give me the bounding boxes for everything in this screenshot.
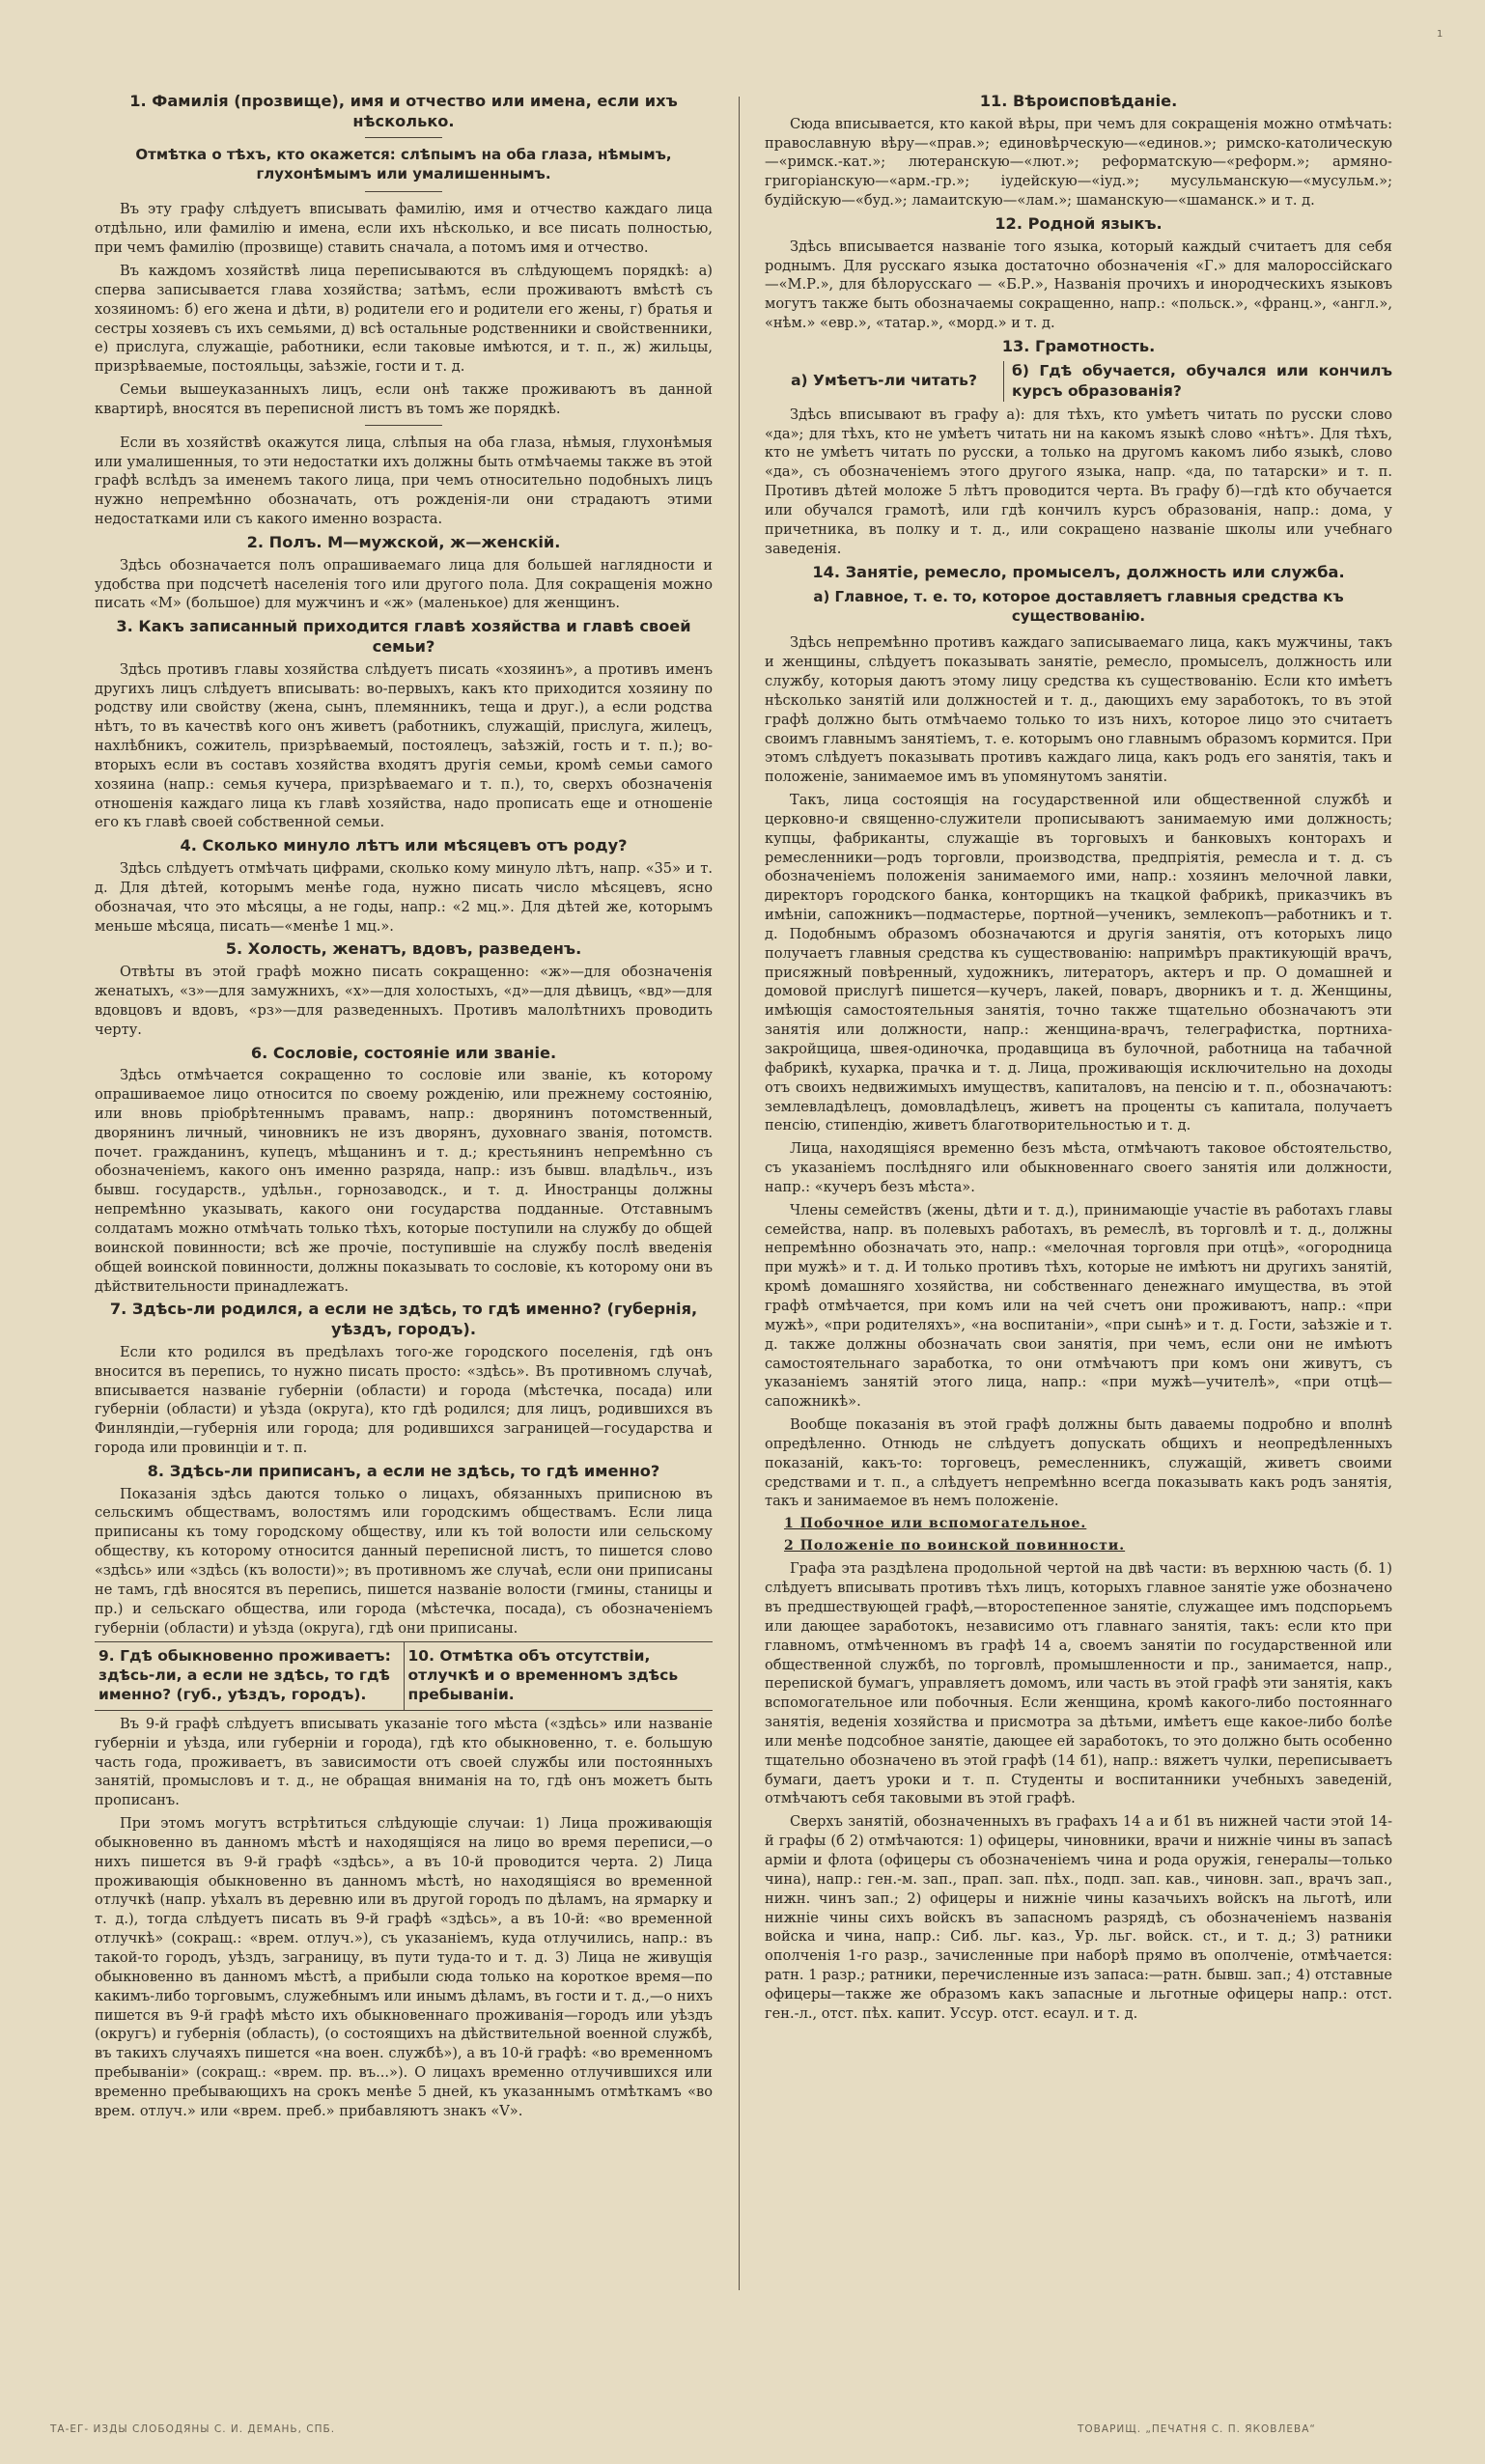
section-10-heading-cell <box>405 1642 714 1709</box>
section-9-heading-cell <box>95 1642 405 1709</box>
paragraph: Сверхъ занятій, обозначенныхъ въ графахъ 14 а и б1 въ нижней части этой 14-й графы (б 2) отмѣчаются: 1) офицеры, чиновники, врачи и нижніе чины въ запасѣ арміи и флота (офицеры съ обозначеніемъ чина и рода оружія, генералы—только чина), напр.: ген.-м. зап., прап. зап. пѣх., подп. зап. кав., чиновн. зап., врачъ зап., нижн. чинъ зап.; 2) офицеры и нижніе чины казачьихъ войскъ на льготѣ, или нижніе чины сихъ войскъ въ запасномъ разрядѣ, съ обозначеніемъ названія войска и чина, напр.: Сиб. льг. каз., Ур. льг. войск. ст., и т. д.; 3) ратники ополченія 1-го разр., зачисленные при наборѣ прямо въ ополченіе, отмѣчается: ратн. 1 разр.; ратники, перечисленные изъ запаса:—ратн. бывш. зап.; 4) отставные офицеры—также же образомъ какъ запасные и льготные офицеры напр.: отст. ген.-л., отст. пѣх. капит. Уссур. отст. есаул. и т. д. <box>765 1813 1392 2022</box>
corner-number: 1 <box>1437 29 1443 40</box>
paragraph: Въ 9-й графѣ слѣдуетъ вписывать указаніе того мѣста («здѣсь» или названіе губерніи и уѣзда, или губерніи и города), гдѣ кто обыкновенно, т. е. большую часть года, проживаетъ, въ зависимости отъ своей службы или постоянныхъ занятій, промысловъ и т. д., не обращая вниманія на то, гдѣ онъ можетъ быть прописанъ. <box>95 1715 713 1809</box>
literacy-heading-a: а) Умѣетъ-ли читать? <box>791 372 977 390</box>
section-13-title: 13. Грамотность. <box>1001 336 1156 355</box>
section-6-title: 6. Сословіе, состояніе или званіе. <box>250 1043 557 1062</box>
section-9-10-heading <box>95 1641 713 1710</box>
paragraph: Если въ хозяйствѣ окажутся лица, слѣпыя на оба глаза, нѣмыя, глухонѣмыя или умалишенныя, то эти недостатки ихъ должны быть отмѣчаемы также въ этой графѣ вслѣдъ за именемъ такого лица, при чемъ относительно подобныхъ лицъ нужно непремѣнно обозначать, отъ рожденія-ли они страдаютъ этими недостатками или съ какого именно возраста. <box>95 434 713 528</box>
paragraph: Здѣсь отмѣчается сокращенно то сословіе или званіе, къ которому опрашиваемое лицо относится по своему рожденію, или прежнему состоянію, или вновь пріобрѣтеннымъ правамъ, напр.: дворянинъ потомственный, дворянинъ личный, чиновникъ не изъ дворянъ, духовнаго званія, потомств. почет. гражданинъ, купецъ, мѣщанинъ и т. д.; крестьянинъ непремѣнно съ обозначеніемъ, какого онъ именно разряда, напр.: изъ бывш. владѣльч., изъ бывш. государств., удѣльн., горнозаводск., и т. д. Иностранцы должны непремѣнно указывать, какого они государства подданные. Отставнымъ солдатамъ можно отмѣчать только тѣхъ, которые поступили на службу до общей воинской повинности; всѣ же прочіе, поступившіе на службу послѣ введенія общей воинской повинности, должны показывать то сословіе, къ которому они въ дѣйствительности принадлежатъ. <box>95 1067 713 1295</box>
section-12-title: 12. Родной языкъ. <box>995 213 1163 233</box>
paragraph: Отвѣты въ этой графѣ можно писать сокращенно: «ж»—для обозначенія женатыхъ, «з»—для замужнихъ, «х»—для холостыхъ, «д»—для дѣвицъ, «вд»—для вдовцовъ и вдовъ, «рз»—для разведенныхъ. Противъ малолѣтнихъ проводить черту. <box>95 964 713 1038</box>
printer-imprint-left: ТА-ЕГ- ИЗДЫ СЛОБОДЯНЫ С. И. ДЕМАНЬ, СПБ. <box>50 2423 336 2435</box>
section-11-title: 11. Вѣроисповѣданіе. <box>979 92 1178 110</box>
literacy-subheadings <box>765 361 1392 402</box>
paragraph: Здѣсь вписывают въ графу а): для тѣхъ, кто умѣетъ читать по русски слово «да»; для тѣхъ, кто не умѣетъ читать ни на какомъ языкѣ слово «нѣтъ». Для тѣхъ, кто не умѣетъ читать по русски, а только на другомъ какомъ либо языкѣ, слово «да», съ обозначеніемъ этого другого языка, напр. «да, по татарски» и т. п. Противъ дѣтей моложе 5 лѣтъ проводится черта. Въ графу б)—гдѣ кто обучается или обучался грамотѣ, или гдѣ кончилъ курсъ образованія, напр.: дома, у причетника, въ полку и т. д., или сокращено названіе школы или учебнаго заведенія. <box>765 406 1392 557</box>
divider <box>365 137 442 138</box>
paragraph: Здѣсь слѣдуетъ отмѣчать цифрами, сколько кому минуло лѣтъ, напр. «35» и т. д. Для дѣтей, которымъ менѣе года, нужно писать число мѣсяцевъ, ясно обозначая, что это мѣсяцы, а не годы, напр.: «2 мц.». Для дѣтей же, которымъ меньше мѣсяца, писать—«менѣе 1 мц.». <box>95 860 713 935</box>
right-column <box>765 89 1392 2028</box>
paragraph: Здѣсь вписывается названіе того языка, который каждый считаетъ для себя роднымъ. Для русскаго языка достаточно обозначенія «Г.» для малороссійскаго—«М.Р.», для бѣлорусскаго — «Б.Р.», Названія прочихъ и инородческихъ языковъ могутъ также быть обозначаемы сокращенно, напр.: «польск.», «франц.», «англ.», «нѣм.» «евр.», «татар.», «морд.» и т. д. <box>765 238 1392 332</box>
printer-imprint-right: ТОВАРИЩ. „ПЕЧАТНЯ С. П. ЯКОВЛЕВА“ <box>1078 2423 1316 2435</box>
section-2-title: 2. Полъ. М—мужской, ж—женскій. <box>246 532 561 551</box>
section-1-subtitle: Отмѣтка о тѣхъ, кто окажется: слѣпымъ на оба глаза, нѣмымъ, глухонѣмымъ или умалишеннымъ. <box>135 146 672 182</box>
paragraph: Здѣсь непремѣнно противъ каждаго записываемаго лица, какъ мужчины, такъ и женщины, слѣдуетъ показывать занятіе, ремесло, промыселъ, должность или службу, которыя даютъ этому лицу средства къ существованію. Если кто имѣетъ нѣсколько занятій или должностей и т. д., дающихъ ему заработокъ, то въ этой графѣ должно быть отмѣчаемо только то изъ нихъ, которое лицо это считаетъ своимъ главнымъ занятіемъ, т. е. которымъ оно главнымъ образомъ кормится. При этомъ слѣдуетъ показывать противъ каждаго лица, какъ родъ его занятія, такъ и положеніе, занимаемое имъ въ упомянутомъ занятіи. <box>765 634 1392 786</box>
section-9-title: 9. Гдѣ обыкновенно проживаетъ: здѣсь-ли, а если не здѣсь, то гдѣ именно? (губ., уѣздъ, городъ). <box>98 1647 391 1704</box>
section-14-title: 14. Занятіе, ремесло, промыселъ, должность или служба. <box>812 562 1345 581</box>
paragraph: Лица, находящіяся временно безъ мѣста, отмѣчаютъ таковое обстоятельство, съ указаніемъ послѣдняго или обыкновеннаго своего занятія или должности, напр.: «кучеръ безъ мѣста». <box>765 1140 1392 1195</box>
section-7-title: 7. Здѣсь-ли родился, а если не здѣсь, то гдѣ именно? (губернія, уѣздъ, городъ). <box>109 1300 698 1339</box>
paragraph: Если кто родился въ предѣлахъ того-же городского поселенія, гдѣ онъ вносится въ перепись, то нужно писать просто: «здѣсь». Въ противномъ случаѣ, вписывается названіе губерніи (области) и города (мѣстечка, посада) или губерніи (области) и уѣзда (округа), кто гдѣ родился; для лицъ, родившихся въ Финляндіи,—губернія или города; для родившихся заграницей—государства и города или провинціи и т. п. <box>95 1343 713 1457</box>
section-8-title: 8. Здѣсь-ли приписанъ, а если не здѣсь, то гдѣ именно? <box>147 1461 660 1480</box>
section-10-title: 10. Отмѣтка объ отсутствіи, отлучкѣ и о временномъ здѣсь пребываніи. <box>407 1647 679 1704</box>
divider <box>365 425 442 426</box>
literacy-heading-b: б) Гдѣ обучается, обучался или кончилъ курсъ образованія? <box>1003 361 1392 402</box>
subsection-b1-heading: 1 Побочное или вспомогательное. <box>784 1516 1087 1532</box>
paragraph: Здѣсь обозначается полъ опрашиваемаго лица для большей наглядности и удобства при подсчетѣ населенія того или другого пола. Для сокращенія можно писать «М» (большое) для мужчинъ и «ж» (маленькое) для женщинъ. <box>95 556 713 612</box>
section-4-title: 4. Сколько минуло лѣтъ или мѣсяцевъ отъ роду? <box>180 836 628 855</box>
paragraph: Такъ, лица состоящія на государственной или общественной службѣ и церковно-и священно-служители прописываютъ занимаемую ими должность; купцы, фабриканты, служащіе въ торговыхъ и банковыхъ конторахъ и ремесленники—родъ торговли, производства, предпріятія, ремесла и т. д. съ обозначеніемъ положенія занимаемого ими, напр.: хозяинъ мелочной лавки, директоръ городского банка, конторщикъ на ткацкой фабрикѣ, приказчикъ въ имѣніи, сапожникъ—подмастерье, портной—ученикъ, землекопъ—работникъ и т. д. Подобнымъ образомъ обозначаются и другія занятія, отъ которыхъ лицо получаетъ главныя средства къ существованію: напримѣръ практикующій врачъ, присяжный повѣренный, художникъ, литераторъ, актеръ и пр. О домашней и домовой прислугѣ пишется—кучеръ, лакей, поваръ, дворникъ и т. д. Женщины, имѣющія самостоятельныя занятія, точно также тщательно обозначаютъ эти занятія или должности, напр.: женщина-врачъ, телеграфистка, портниха-закройщица, швея-одиночка, продавщица въ булочной, работница на табачной фабрикѣ, кухарка, прачка и т. д. Лица, проживающія исключительно на доходы отъ своихъ недвижимыхъ имуществъ, капиталовъ, на пенсію и т. п., обозначаютъ: землевладѣлецъ, домовладѣлецъ, живетъ на проценты съ капитала, получаетъ пенсію, стипендію, живетъ благотворительностью и т. д. <box>765 792 1392 1134</box>
divider <box>365 191 442 192</box>
column-divider <box>739 97 740 2290</box>
paragraph: Графа эта раздѣлена продольной чертой на двѣ части: въ верхнюю часть (б. 1) слѣдуетъ вписывать противъ тѣхъ лицъ, которыхъ главное занятіе уже обозначено въ предшествующей графѣ,—второстепенное занятіе, служащее имъ подспорьемъ или дающее заработокъ, независимо отъ главнаго занятія, такъ: если кто при главномъ, отмѣченномъ въ графѣ 14 а, своемъ занятіи по государственной или общественной службѣ, по торговлѣ, промышленности и пр., занимается, напр., перепиской бумагъ, управляетъ домомъ, или часть въ этой графѣ эти занятія, какъ вспомогательное или побочныя. Если женщина, кромѣ какого-либо постояннаго занятія, веденія хозяйства и присмотра за дѣтьми, имѣетъ еще какое-либо болѣе или менѣе подсобное занятіе, дающее ей заработокъ, то это должно быть особенно тщательно обозначено въ этой графѣ (14 б1), напр.: вяжетъ чулки, переписываетъ бумаги, даетъ уроки и т. п. Студенты и воспитанники учебныхъ заведеній, отмѣчаютъ себя таковыми въ этой графѣ. <box>765 1560 1392 1807</box>
paragraph: Вообще показанія въ этой графѣ должны быть даваемы подробно и вполнѣ опредѣленно. Отнюдь не слѣдуетъ допускать общихъ и неопредѣленныхъ показаній, какъ-то: торговецъ, ремесленникъ, служащій, живетъ своими средствами и т. п., а слѣдуетъ непремѣнно всегда показывать какъ родъ занятія, такъ и занимаемое въ немъ положеніе. <box>765 1416 1392 1510</box>
paragraph: Семьи вышеуказанныхъ лицъ, если онѣ также проживаютъ въ данной квартирѣ, вносятся въ переписной листъ въ томъ же порядкѣ. <box>95 381 713 417</box>
subsection-b2-heading: 2 Положеніе по воинской повинности. <box>784 1538 1126 1554</box>
section-14-subtitle: а) Главное, т. е. то, которое доставляетъ главныя средства къ существованію. <box>813 588 1344 625</box>
section-3-title: 3. Какъ записанный приходится главѣ хозяйства и главѣ своей семьи? <box>116 617 691 656</box>
paragraph: Сюда вписывается, кто какой вѣры, при чемъ для сокращенія можно отмѣчать: православную вѣру—«прав.»; единовѣрческую—«единов.»; римско-католическую—«римск.-кат.»; лютеранскую—«лют.»; реформатскую—«реформ.»; армяно-григоріанскую—«арм.-гр.»; іудейскую—«іуд.»; мусульманскую—«мусульм.»; будійскую—«буд.»; ламаитскую—«лам.»; шаманскую—«шаманск.» и т. д. <box>765 115 1392 210</box>
section-1-title: 1. Фамилія (прозвище), имя и отчество или имена, если ихъ нѣсколько. <box>129 92 678 130</box>
paragraph: При этомъ могутъ встрѣтиться слѣдующіе случаи: 1) Лица проживающія обыкновенно въ данномъ мѣстѣ и находящіяся на лицо во время переписи,—о нихъ пишется въ 9-й графѣ «здѣсь», а въ 10-й проводится черта. 2) Лица проживающія обыкновенно въ данномъ мѣстѣ, но находящіяся во временной отлучкѣ (напр. уѣхалъ въ деревню или въ другой городъ по дѣламъ, на ярмарку и т. д.), тогда слѣдуетъ писать въ 9-й графѣ «здѣсь», а въ 10-й: «во временной отлучкѣ» (сокращ.: «врем. отлуч.»), съ указаніемъ, куда отлучились, напр.: въ такой-то городъ, уѣздъ, заграницу, въ пути туда-то и т. д. 3) Лица не живущія обыкновенно въ данномъ мѣстѣ, а прибыли сюда только на короткое время—по какимъ-либо торговымъ, служебнымъ или инымъ дѣламъ, въ гости и т. д.,—о нихъ пишется въ 9-й графѣ мѣсто ихъ обыкновеннаго проживанія—городъ или уѣздъ (округъ) и губернія (область), (о состоящихъ на дѣйствительной военной службѣ, въ такихъ случаяхъ пишется «на воен. службѣ»), а въ 10-й графѣ: «во временномъ пребываніи» (сокращ.: «врем. пр. въ...»). О лицахъ временно отлучившихся или временно пребывающихъ на срокъ менѣе 5 дней, къ указаннымъ отмѣткамъ «во врем. отлуч.» или «врем. преб.» прибавляютъ знакъ «V». <box>95 1815 713 2119</box>
section-5-title: 5. Холость, женатъ, вдовъ, разведенъ. <box>225 939 582 959</box>
paragraph: Здѣсь противъ главы хозяйства слѣдуетъ писать «хозяинъ», а противъ именъ другихъ лицъ слѣдуетъ вписывать: во-первыхъ, какъ кто приходится хозяину по родству или свойству (жена, сынъ, племянникъ, теща и друг.), а если родства нѣтъ, то въ качествѣ кого онъ живетъ (работникъ, служащій, прислуга, жилецъ, нахлѣбникъ, сожитель, призрѣваемый, постоялецъ, заѣзжій, гость и т. п.); во-вторыхъ если въ составъ хозяйства входятъ другія семьи, кромѣ семьи самого хозяина (напр.: семья кучера, призрѣваемаго и т. п.), то, сверхъ обозначенія отношенія каждаго лица къ главѣ хозяйства, надо прописать еще и отношеніе его къ главѣ своей собственной семьи. <box>95 660 713 831</box>
paragraph: Въ эту графу слѣдуетъ вписывать фамилію, имя и отчество каждаго лица отдѣльно, или фамилію и имена, если ихъ нѣсколько, и все писать полностью, при чемъ фамилію (прозвище) ставить сначала, а потомъ имя и отчество. <box>95 201 713 257</box>
paragraph: Въ каждомъ хозяйствѣ лица переписываются въ слѣдующемъ порядкѣ: а) сперва записывается глава хозяйства; затѣмъ, если проживаютъ вмѣстѣ съ хозяиномъ: б) его жена и дѣти, в) родители его и родители его жены, г) братья и сестры хозяевъ съ ихъ семьями, д) всѣ остальные родственники и свойственники, е) прислуга, служащіе, работники, если таковые имѣются, и т. п., ж) жильцы, призрѣваемые, постояльцы, заѣзжіе, гости и т. д. <box>95 263 713 376</box>
paragraph: Показанія здѣсь даются только о лицахъ, обязанныхъ приписною въ сельскимъ обществамъ, волостямъ или городскимъ обществамъ. Если лица приписаны къ тому городскому обществу, или къ той волости или сельскому обществу, къ которому относится данный переписной листъ, то пишется слово «здѣсь» или «здѣсь (къ волости)»; въ противномъ же случаѣ, если они приписаны не тамъ, гдѣ вносятся въ перепись, пишется названіе волости (гмины, станицы и пр.) и сельскаго общества, или города (мѣстечка, посада), съ обозначеніемъ губерніи (области) и уѣзда (округа), гдѣ они приписаны. <box>95 1485 713 1637</box>
paragraph: Члены семействъ (жены, дѣти и т. д.), принимающіе участіе въ работахъ главы семейства, напр. въ полевыхъ работахъ, въ ремеслѣ, въ торговлѣ и т. д., должны непремѣнно обозначать это, напр.: «мелочная торговля при отцѣ», «огородница при мужѣ» и т. д. И только противъ тѣхъ, которые не имѣютъ ни другихъ занятій, кромѣ домашняго хозяйства, ни собственнаго денежнаго имущества, въ этой графѣ отмѣчается, при комъ или на чей счетъ они проживаютъ, напр.: «при мужѣ», «при родителяхъ», «на воспитаніи», «при сынѣ» и т. д. Гости, заѣзжіе и т. д. также должны обозначать свои занятія, при чемъ, если они не имѣютъ самостоятельнаго заработка, то они отмѣчаютъ при комъ они живутъ, съ указаніемъ занятій этого лица, напр.: «при мужѣ—учителѣ», «при отцѣ—сапожникѣ». <box>765 1201 1392 1411</box>
left-column <box>95 89 713 2125</box>
